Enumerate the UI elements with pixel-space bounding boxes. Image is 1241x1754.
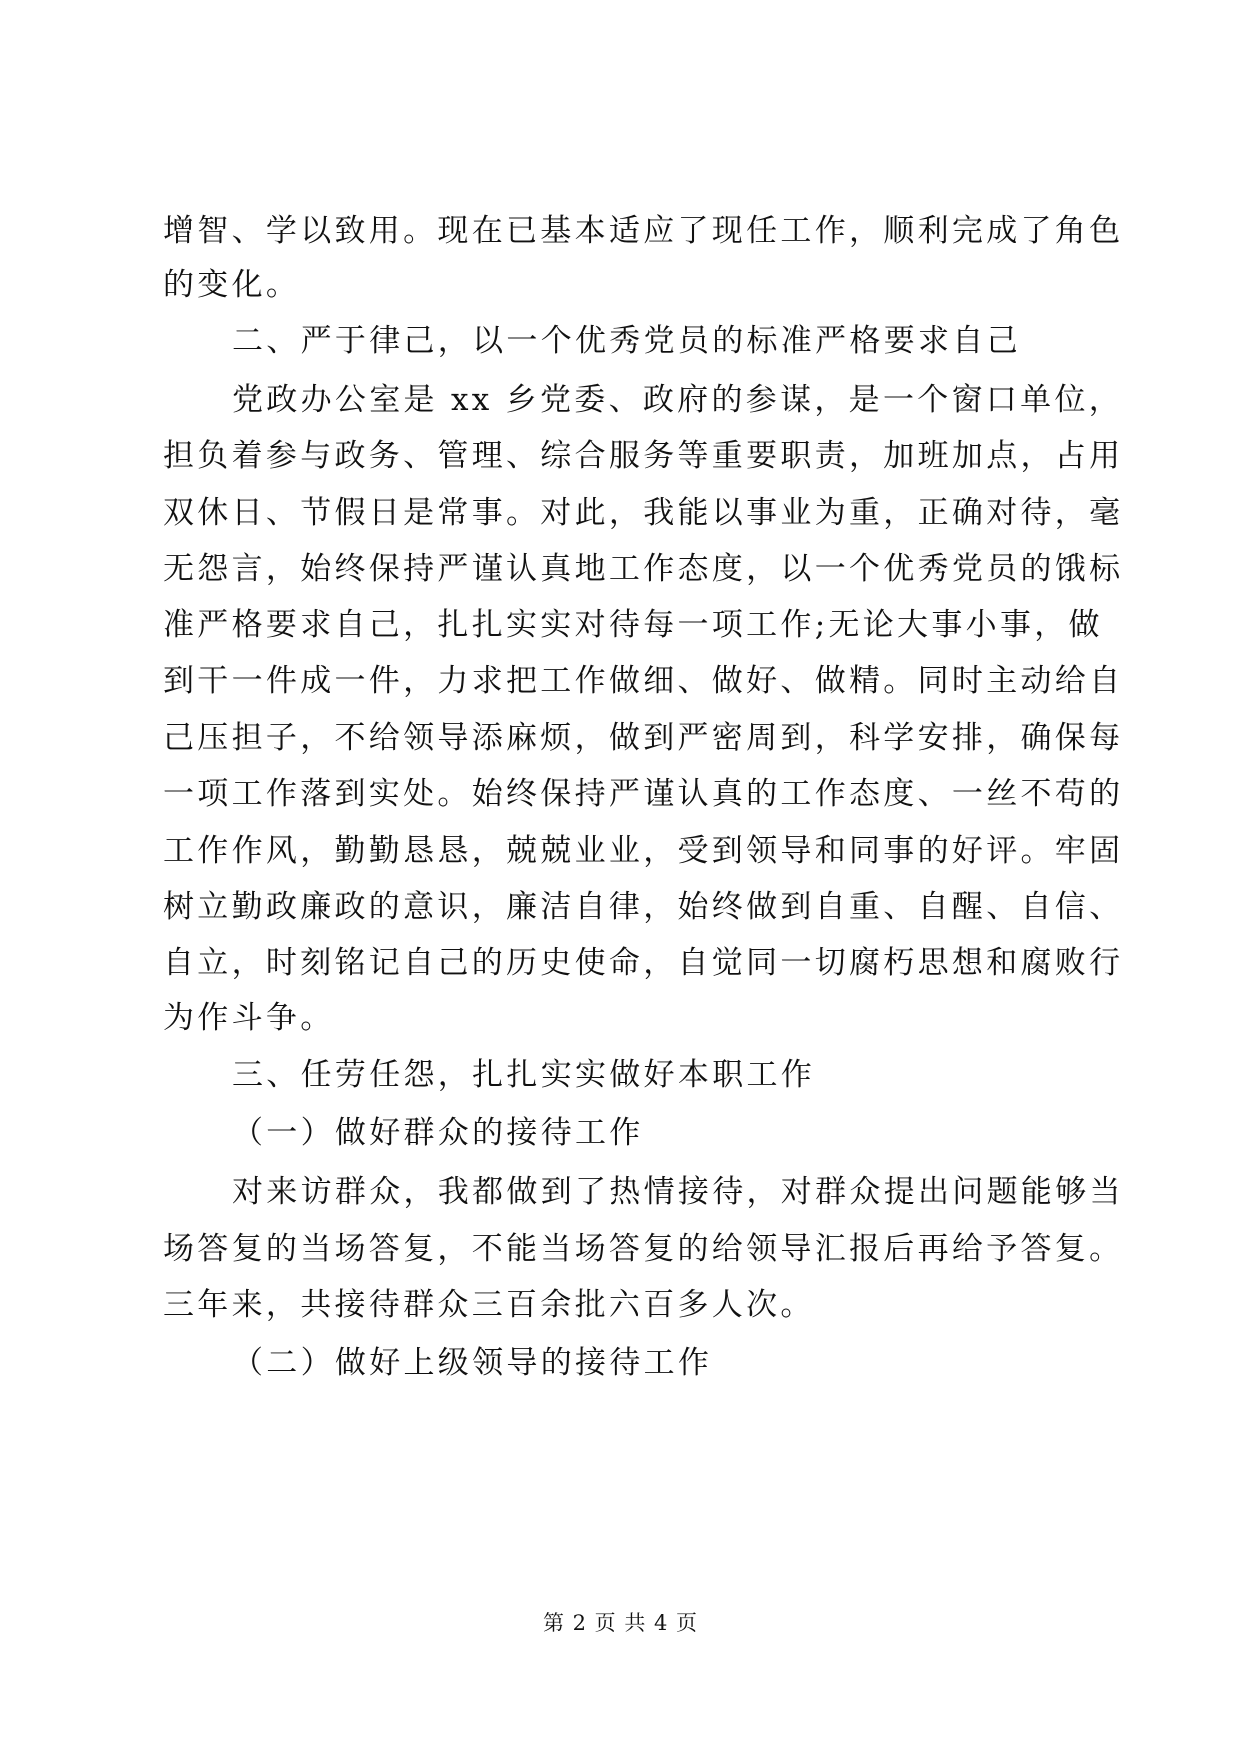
- page-footer: 第 2 页 共 4 页: [542, 1611, 699, 1635]
- body-line: 双休日、节假日是常事。对此，我能以事业为重，正确对待，毫: [163, 495, 1124, 531]
- subsection-heading: （二）做好上级领导的接待工作: [232, 1345, 713, 1381]
- body-line: 增智、学以致用。现在已基本适应了现任工作，顺利完成了角色: [163, 213, 1124, 249]
- body-line: 一项工作落到实处。始终保持严谨认真的工作态度、一丝不苟的: [163, 776, 1124, 812]
- body-line: 无怨言，始终保持严谨认真地工作态度，以一个优秀党员的饿标: [163, 551, 1124, 587]
- body-line: 工作作风，勤勤恳恳，兢兢业业，受到领导和同事的好评。牢固: [163, 833, 1124, 869]
- paragraph-first-line: 对来访群众，我都做到了热情接待，对群众提出问题能够当: [232, 1174, 1124, 1210]
- body-line: 的变化。: [163, 267, 301, 303]
- body-line: 担负着参与政务、管理、综合服务等重要职责，加班加点，占用: [163, 438, 1124, 474]
- body-line: 树立勤政廉政的意识，廉洁自律，始终做到自重、自醒、自信、: [163, 889, 1124, 925]
- section-heading: 二、严于律己，以一个优秀党员的标准严格要求自己: [232, 323, 1021, 359]
- body-line: 为作斗争。: [163, 1000, 335, 1036]
- body-line: 自立，时刻铭记自己的历史使命，自觉同一切腐朽思想和腐败行: [163, 945, 1124, 981]
- section-heading: 三、任劳任怨，扎扎实实做好本职工作: [232, 1057, 816, 1093]
- body-line: 己压担子，不给领导添麻烦，做到严密周到，科学安排，确保每: [163, 720, 1124, 756]
- body-line: 到干一件成一件，力求把工作做细、做好、做精。同时主动给自: [163, 663, 1124, 699]
- body-line: 准严格要求自己，扎扎实实对待每一项工作;无论大事小事，做: [163, 607, 1103, 643]
- body-line: 三年来，共接待群众三百余批六百多人次。: [163, 1287, 815, 1323]
- body-line: 场答复的当场答复，不能当场答复的给领导汇报后再给予答复。: [163, 1231, 1124, 1267]
- paragraph-first-line: 党政办公室是 xx 乡党委、政府的参谋，是一个窗口单位，: [232, 382, 1124, 418]
- subsection-heading: （一）做好群众的接待工作: [232, 1115, 644, 1151]
